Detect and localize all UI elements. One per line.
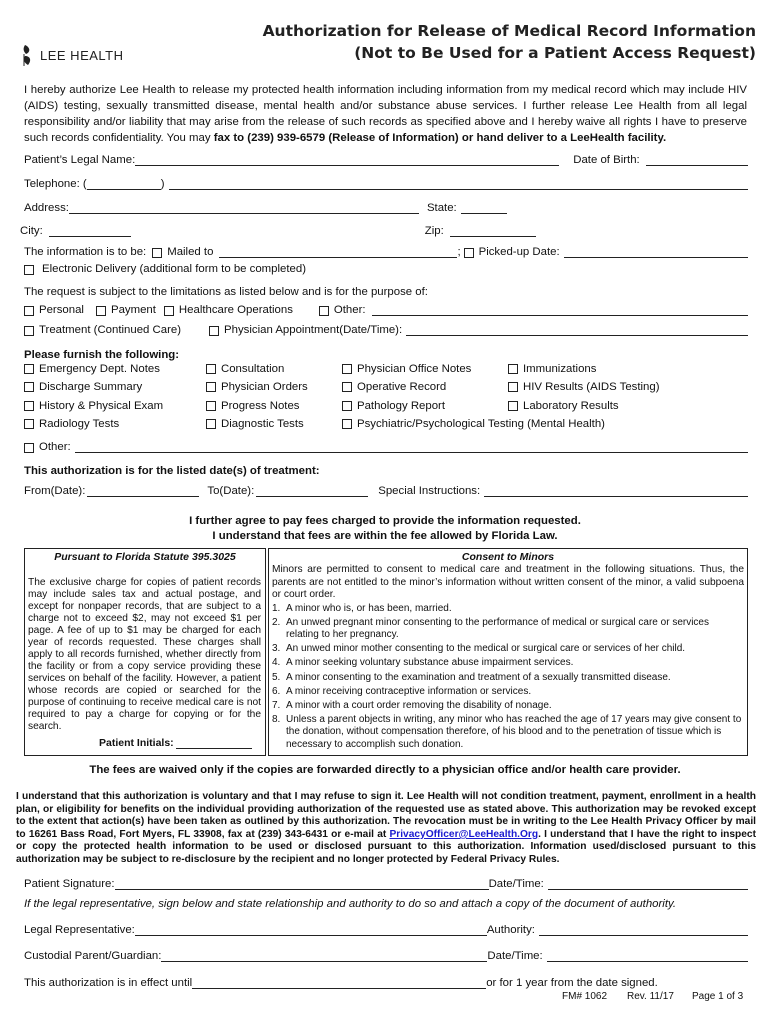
date-time-label: Date/Time:	[488, 878, 544, 890]
consent-heading: Consent to Minors	[461, 551, 555, 563]
record-type-laboratory[interactable]	[508, 400, 619, 412]
page-number: Page 1 of 3	[692, 991, 744, 1002]
record-type-label: Radiology Tests	[39, 418, 120, 430]
state-label: State:	[426, 202, 457, 214]
address-row	[24, 198, 748, 214]
consent-item	[272, 603, 744, 615]
consent-item-text: A minor consenting to the examination and treatment of a sexually transmitted disease.	[286, 671, 671, 683]
fees-agreement	[0, 514, 770, 544]
effect-until-row	[24, 973, 748, 989]
consent-item	[272, 686, 744, 698]
consent-item	[272, 657, 744, 669]
info-to-be-label: The information is to be:	[24, 246, 147, 258]
legal-text-2: . I understand that I have the right to inspect or copy the protected health information to be used or disclosed pursuant to this authorization. Information used/disclosed pursuant to this authorization may be subject to re-disclosure by the recipient and no longer protected by Federal Privacy Rules.	[16, 828, 756, 865]
form-title	[263, 20, 756, 64]
consent-item-number: 1.	[272, 602, 281, 614]
record-type-emergency[interactable]	[24, 363, 160, 375]
dob-label: Date of Birth:	[573, 154, 640, 166]
record-type-physician-orders[interactable]	[206, 381, 308, 393]
consent-item	[272, 714, 744, 751]
lee-health-logo	[22, 43, 124, 67]
record-type-label: Diagnostic Tests	[221, 418, 304, 430]
picked-up-checkbox[interactable]	[464, 248, 474, 258]
consent-item	[272, 617, 744, 641]
fees-line-1: I further agree to pay fees charged to provide the information requested.	[189, 515, 581, 527]
healthcare-operations-checkbox[interactable]	[164, 306, 174, 316]
record-type-consultation[interactable]	[206, 363, 284, 375]
special-instructions-label: Special Instructions:	[378, 485, 481, 497]
telephone-label: Telephone: (	[24, 178, 87, 190]
custodial-parent-row	[24, 946, 748, 962]
treatment-checkbox[interactable]	[24, 326, 34, 336]
treatment-label: Treatment (Continued Care)	[39, 324, 182, 336]
personal-checkbox[interactable]	[24, 306, 34, 316]
record-type-label: Operative Record	[357, 381, 447, 393]
telephone-row	[24, 174, 748, 190]
consent-item-text: An unwed minor mother consenting to the medical or surgical care or services of her child.	[286, 643, 686, 655]
mailed-to-checkbox[interactable]	[152, 248, 162, 258]
furnish-other-field[interactable]	[75, 440, 748, 453]
fees-waived-notice: The fees are waived only if the copies are forwarded directly to a physician office and/or health care provider.	[89, 764, 681, 776]
mailed-to-field[interactable]	[219, 245, 457, 258]
furnish-heading-text: Please furnish the following:	[24, 349, 180, 361]
legal-rep-note	[24, 894, 748, 910]
purpose-row-1	[24, 300, 748, 316]
consent-item-text: A minor seeking voluntary substance abuse impairment services.	[286, 657, 574, 669]
patient-signature-field[interactable]	[115, 877, 489, 890]
patient-signature-label: Patient Signature:	[24, 878, 115, 890]
dates-row	[24, 481, 748, 497]
authority-label: Authority:	[486, 924, 535, 936]
furnish-other-checkbox[interactable]	[24, 443, 34, 453]
patient-name-row	[24, 150, 748, 166]
record-type-pathology[interactable]	[342, 400, 445, 412]
intro-fax-instructions: fax to (239) 939-6579 (Release of Information) or hand deliver to a LeeHealth facility.	[213, 132, 667, 144]
city-row	[20, 221, 744, 237]
purpose-other-label: Other:	[333, 304, 366, 316]
telephone-area-code-field[interactable]	[87, 177, 161, 190]
record-type-label: Emergency Dept. Notes	[39, 363, 160, 375]
revision-date: Rev. 11/17	[627, 991, 674, 1002]
record-type-label: Physician Orders	[221, 381, 308, 393]
patient-initials-row	[99, 737, 252, 749]
consent-item-number: 3.	[272, 643, 281, 655]
intro-text: I hereby authorize Lee Health to release my protected health information including information from my medical record which may include HIV (AIDS) testing, sexually transmitted disease, mental health and/or substance abuse services. I further release Lee Health from all legal responsibility and/or liability that may arise from the release of such records as specified above and I hereby waive all rights I have to preserve such records confidentiality. You may	[24, 84, 747, 144]
to-date-label: To(Date):	[207, 485, 255, 497]
city-field[interactable]	[49, 224, 131, 237]
record-type-hiv[interactable]	[508, 381, 660, 393]
mailed-to-label: Mailed to	[167, 246, 214, 258]
leaf-logo-icon	[22, 44, 36, 66]
custodial-parent-field[interactable]	[161, 949, 487, 962]
record-type-label: Consultation	[221, 363, 285, 375]
effect-until-label: This authorization is in effect until	[24, 977, 193, 989]
telephone-paren: )	[160, 178, 165, 190]
consent-intro: Minors are permitted to consent to medical care and treatment in the following situations. Thus, the parents are not entitled to the minor’s information without written consent of the minor, a valid subpoena or court order.	[272, 564, 744, 600]
patient-signature-row	[24, 874, 748, 890]
consent-item-text: Unless a parent objects in writing, any minor who has reached the age of 17 years may give consent to the donation, without compensation therefore, of his blood and to the penetration of tissue which is necessary to accomplish such donation.	[286, 714, 742, 750]
record-type-label: HIV Results (AIDS Testing)	[523, 381, 660, 393]
from-date-field[interactable]	[87, 484, 199, 497]
physician-appointment-checkbox[interactable]	[209, 326, 219, 336]
form-number: FM# 1062	[562, 991, 608, 1002]
furnish-other-label: Other:	[39, 441, 71, 453]
legal-representative-field[interactable]	[135, 923, 487, 936]
legal-representative-label: Legal Representative:	[24, 924, 135, 936]
consent-item-text: A minor who is, or has been, married.	[286, 602, 452, 614]
purpose-intro-text: The request is subject to the limitations as listed below and is for the purpose of:	[24, 286, 428, 298]
physician-appointment-label: Physician Appointment(Date/Time):	[224, 324, 403, 336]
zip-field[interactable]	[450, 224, 536, 237]
consent-item-number: 4.	[272, 657, 281, 669]
statute-body: The exclusive charge for copies of patient records may include sales tax and actual postage, and except for nonpaper records, that are subject to a charge not to exceed $2, may not exceed $1 per page. A fee of up to $1 may be charged for each year of records requested. These charges shall apply to all records furnished, whether directly from the facility or from a copy service providing these services on behalf of the facility. However, a patient whose records are copied or searched for the purpose of continuing to receive medical care is not required to pay a charge for copying or for the search.	[28, 577, 261, 732]
consent-item-number: 7.	[272, 699, 281, 711]
custodial-date-field[interactable]	[547, 949, 748, 962]
record-type-label: Progress Notes	[221, 400, 300, 412]
special-instructions-field[interactable]	[484, 484, 748, 497]
title-line-1: Authorization for Release of Medical Record Information	[262, 22, 756, 40]
record-type-label: History & Physical Exam	[39, 400, 164, 412]
consent-item-number: 6.	[272, 685, 281, 697]
city-label: City:	[20, 225, 43, 237]
patient-name-label: Patient’s Legal Name:	[24, 154, 136, 166]
consent-item-number: 5.	[272, 671, 281, 683]
patient-initials-label: Patient Initials:	[99, 737, 174, 749]
legal-rep-note-text: If the legal representative, sign below and state relationship and authority to do so and attach a copy of the document of authority.	[24, 898, 676, 910]
furnish-heading	[24, 345, 748, 361]
record-type-psychiatric[interactable]	[342, 418, 605, 430]
patient-name-field[interactable]	[135, 153, 559, 166]
record-type-label: Discharge Summary	[39, 381, 143, 393]
record-type-label: Laboratory Results	[523, 400, 619, 412]
patient-signature-date-field[interactable]	[548, 877, 748, 890]
record-type-label: Immunizations	[523, 363, 597, 375]
telephone-field[interactable]	[169, 177, 749, 190]
record-type-operative[interactable]	[342, 381, 446, 393]
consent-item	[272, 700, 744, 712]
logo-text: LEE HEALTH	[40, 47, 124, 63]
consent-item	[272, 672, 744, 684]
authorization-intro	[24, 82, 747, 146]
state-field[interactable]	[461, 201, 507, 214]
record-type-immunizations[interactable]	[508, 363, 596, 375]
consent-box	[268, 548, 748, 756]
purpose-other-checkbox[interactable]	[319, 306, 329, 316]
physician-appointment-field[interactable]	[406, 323, 748, 336]
purpose-other-field[interactable]	[372, 303, 748, 316]
personal-label: Personal	[39, 304, 84, 316]
custodial-date-time-label: Date/Time:	[487, 950, 543, 962]
record-type-label: Psychiatric/Psychological Testing (Mental Health)	[357, 418, 605, 430]
legal-text-1: I understand that this authorization is voluntary and that I may refuse to sign it. Lee Health will not condition treatment, payment, enrollment in a health plan, or eligibility for benefits on the individual providing authorization of the requested use as stated above. This authorization may be revoked except to the extent that action(s) have been taken as outlined by this authorization. The revocation must be in writing to the Lee Health Privacy Officer by mail to 16261 Bass Road, Fort Myers, FL 33908, fax at (239) 343-6431 or e-mail at	[16, 791, 756, 840]
electronic-delivery-checkbox[interactable]	[24, 265, 34, 275]
record-type-progress-notes[interactable]	[206, 400, 300, 412]
dates-heading-text: This authorization is for the listed date(s) of treatment:	[24, 465, 320, 477]
effect-until-field[interactable]	[192, 976, 486, 989]
purpose-intro	[24, 282, 748, 298]
record-type-label: Physician Office Notes	[357, 363, 472, 375]
to-date-field[interactable]	[256, 484, 368, 497]
statute-box	[24, 548, 266, 756]
dob-field[interactable]	[646, 153, 748, 166]
consent-item-number: 2.	[272, 616, 281, 628]
record-type-label: Pathology Report	[357, 400, 446, 412]
from-date-label: From(Date):	[24, 485, 86, 497]
record-type-diagnostic[interactable]	[206, 418, 304, 430]
privacy-officer-email-link[interactable]: PrivacyOfficer@LeeHealth.Org	[389, 828, 539, 840]
picked-up-label: Picked-up Date:	[478, 246, 560, 258]
address-label: Address:	[24, 202, 69, 214]
consent-list	[269, 602, 747, 751]
dates-heading	[24, 461, 748, 477]
electronic-row	[24, 259, 748, 275]
record-type-radiology[interactable]	[24, 418, 119, 430]
address-field[interactable]	[69, 201, 419, 214]
record-type-physician-office[interactable]	[342, 363, 471, 375]
legal-paragraph	[16, 791, 756, 867]
statute-heading: Pursuant to Florida Statute 395.3025	[54, 551, 236, 563]
fees-line-2: I understand that fees are within the fee allowed by Florida Law.	[212, 530, 558, 542]
custodial-parent-label: Custodial Parent/Guardian:	[24, 950, 162, 962]
patient-initials-field[interactable]	[176, 738, 252, 749]
consent-item-text: A minor receiving contraceptive information or services.	[286, 685, 532, 697]
zip-label: Zip:	[424, 225, 444, 237]
furnish-other-row	[24, 437, 748, 453]
payment-checkbox[interactable]	[96, 306, 106, 316]
title-line-2: (Not to Be Used for a Patient Access Request)	[354, 44, 756, 62]
healthcare-operations-label: Healthcare Operations	[178, 304, 293, 316]
one-year-text: or for 1 year from the date signed.	[486, 977, 658, 989]
payment-label: Payment	[110, 304, 156, 316]
record-type-discharge[interactable]	[24, 381, 142, 393]
legal-representative-row	[24, 920, 748, 936]
semicolon-separator: ;	[457, 246, 461, 258]
consent-item	[272, 643, 744, 655]
delivery-row	[24, 242, 748, 258]
authority-field[interactable]	[539, 923, 748, 936]
record-type-history-physical[interactable]	[24, 400, 163, 412]
purpose-row-2	[24, 320, 748, 336]
consent-item-text: A minor with a court order removing the disability of nonage.	[286, 699, 552, 711]
consent-item-text: An unwed pregnant minor consenting to the performance of medical or surgical care or services relating to her pregnancy.	[286, 616, 709, 640]
electronic-delivery-label: Electronic Delivery (additional form to be completed)	[42, 263, 306, 275]
consent-item-number: 8.	[272, 714, 281, 726]
picked-up-date-field[interactable]	[564, 245, 748, 258]
